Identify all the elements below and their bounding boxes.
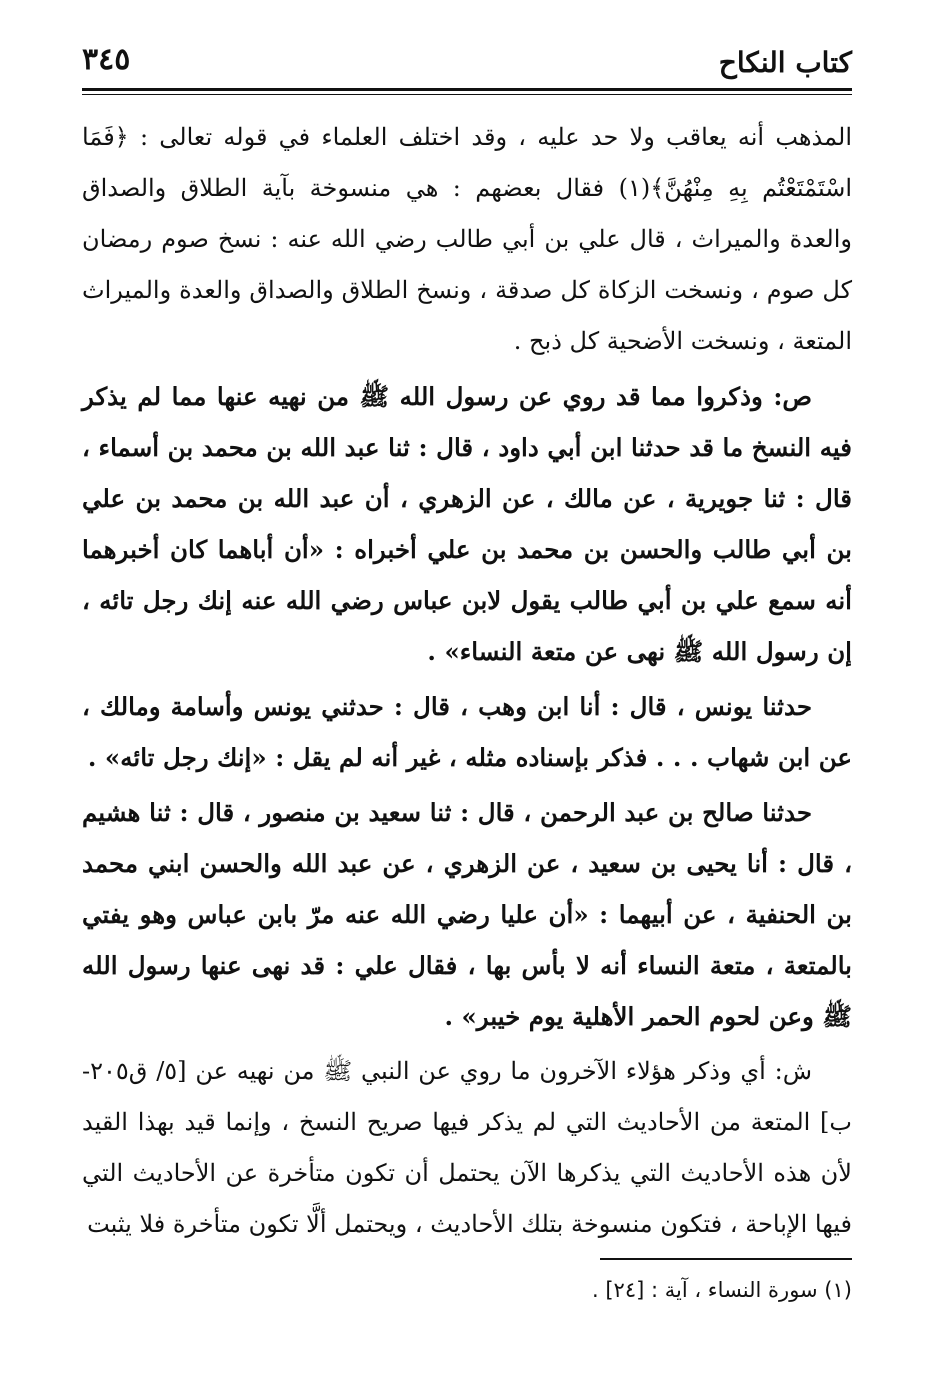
paragraph-5: ش: أي وذكر هؤلاء الآخرون ما روي عن النبي ﷺ من نهيه عن [٥/ ق٢٠٥-ب] المتعة من الأحاديث التي لم يذكر فيها صريح النسخ ، وإنما قيد بهذا القيد لأن هذه الأحاديث التي يذكرها الآن يحتمل أن تكون متأخرة عن الأحاديث التي فيها الإباحة ، فتكون منسوخة بتلك الأحاديث ، ويحتمل ألَّا تكون متأخرة فلا يثبت [82,1057,852,1238]
paragraph-1: المذهب أنه يعاقب ولا حد عليه ، وقد اختلف العلماء في قوله تعالى : ﴿فَمَا اسْتَمْتَعْتُم بِهِ مِنْهُنَّ﴾(١) فقال بعضهم : هي منسوخة بآية الطلاق والصداق والعدة والميراث ، قال علي بن أبي طالب رضي الله عنه : نسخ صوم رمضان كل صوم ، ونسخت الزكاة كل صدقة ، ونسخ الطلاق والصداق والعدة والميراث المتعة ، ونسخت الأضحية كل ذبح . [82,123,853,355]
paragraph-2: ص: وذكروا مما قد روي عن رسول الله ﷺ من نهيه عنها مما لم يذكر فيه النسخ ما قد حدثنا ابن أبي داود ، قال : ثنا عبد الله بن محمد بن أسماء ، قال : ثنا جويرية ، عن مالك ، عن الزهري ، أن عبد الله بن محمد بن علي بن أبي طالب والحسن بن محمد بن علي أخبراه : «أن أباهما كان أخبرهما أنه سمع علي بن أبي طالب يقول لابن عباس رضي الله عنه إنك رجل تائه ، إن رسول الله ﷺ نهى عن متعة النساء» . [82,382,852,666]
footnote-separator [600,1258,852,1260]
header-rule-thin [82,94,852,95]
paragraph-4: حدثنا صالح بن عبد الرحمن ، قال : ثنا سعيد بن منصور ، قال : ثنا هشيم ، قال : أنا يحيى بن سعيد ، عن الزهري ، عن عبد الله والحسن ابني محمد بن الحنفية ، عن أبيهما : «أن عليا رضي الله عنه مرّ بابن عباس وهو يفتي بالمتعة ، متعة النساء أنه لا بأس بها ، فقال علي : قد نهى عنها رسول الله ﷺ وعن لحوم الحمر الأهلية يوم خيبر» . [82,798,852,1031]
book-title: كتاب النكاح [718,46,852,79]
page-header [82,36,852,88]
page-number: ٣٤٥ [82,42,131,77]
footnote: (١) سورة النساء ، آية : [٢٤] . [592,1278,852,1302]
page-body [82,112,852,1250]
header-rule-thick [82,88,852,91]
paragraph-3: حدثنا يونس ، قال : أنا ابن وهب ، قال : حدثني يونس وأسامة ومالك ، عن ابن شهاب . . . فذكر بإسناده مثله ، غير أنه لم يقل : «إنك رجل تائه» . [82,692,852,772]
